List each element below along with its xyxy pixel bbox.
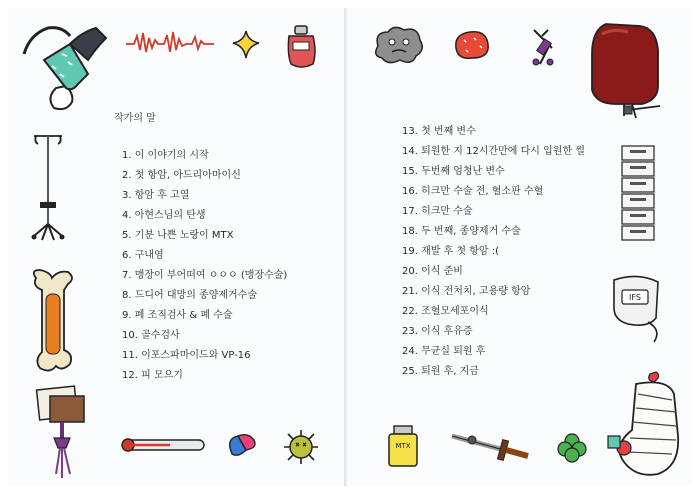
germ-virus-icon — [278, 426, 324, 468]
table-of-contents-right — [402, 122, 585, 382]
toc-item: 9. 폐 조직검사 & 폐 수술 — [122, 310, 233, 321]
toc-item: 24. 무균실 퇴원 후 — [402, 346, 486, 357]
toc-item: 22. 조혈모세포이식 — [402, 306, 489, 317]
toc-item: 14. 퇴원한 지 12시간만에 다시 입원한 썰 — [402, 146, 585, 157]
toc-item: 16. 히크만 수술 전, 혈소판 수혈 — [402, 186, 544, 197]
toc-item: 8. 드디어 대망의 종양제거수술 — [122, 290, 257, 301]
tumor-blob-icon — [452, 28, 492, 62]
clover-leaf-icon — [556, 432, 588, 464]
toc-item: 10. 골수검사 — [122, 330, 180, 341]
toc-item: 12. 피 모으기 — [122, 370, 183, 381]
mtx-bottle-icon — [386, 424, 420, 468]
thermometer-icon — [118, 434, 212, 458]
toc-item: 17. 히크만 수술 — [402, 206, 473, 217]
pill-organizer-icon — [620, 144, 656, 248]
urine-bag-icon — [608, 272, 668, 344]
toc-item: 3. 항암 후 고열 — [122, 190, 190, 201]
catheter-dressing-icon — [32, 382, 92, 482]
urine-bag-label: IFS — [629, 293, 641, 302]
toc-item: 1. 이 이야기의 시작 — [122, 150, 209, 161]
toc-item: 4. 아현스님의 탄생 — [122, 210, 206, 221]
toc-item: 23. 이식 후유증 — [402, 326, 473, 337]
medicine-bag-icon — [283, 24, 323, 70]
toc-item: 6. 구내염 — [122, 250, 164, 261]
toc-item: 11. 이포스파마이드와 VP-16 — [122, 350, 251, 361]
sword-injection-icon — [450, 428, 534, 462]
heartbeat-line-icon — [126, 30, 214, 56]
table-of-contents-left — [122, 146, 287, 386]
iv-pole-icon — [28, 130, 68, 242]
author-note-heading: 작가의 말 — [114, 113, 156, 124]
toc-item: 21. 이식 전처치, 고용량 항암 — [402, 286, 531, 297]
toc-item: 13. 첫 번째 변수 — [402, 126, 476, 137]
pill-capsule-icon — [226, 432, 260, 462]
cancer-cell-monster-icon — [372, 24, 426, 66]
toc-item: 15. 두번째 엄청난 변수 — [402, 166, 505, 177]
toc-item: 18. 두 번째, 종양제거 수술 — [402, 226, 521, 237]
bandaged-leg-icon — [606, 370, 682, 478]
toc-item: 5. 기분 나쁜 노랑이 MTX — [122, 230, 234, 241]
needle-syringe-icon — [528, 26, 558, 68]
toc-item: 2. 첫 항암, 아드리아마이신 — [122, 170, 241, 181]
blood-pressure-cuff-arm-icon — [22, 14, 122, 104]
toc-item: 7. 맹장이 부어떠여 ㅇㅇㅇ (맹장수술) — [122, 270, 288, 281]
bone-marrow-icon — [28, 268, 84, 376]
blood-bag-icon — [588, 20, 672, 122]
toc-item: 19. 재발 후 첫 항암 :( — [402, 246, 500, 257]
sparkle-icon — [232, 30, 262, 60]
toc-item: 20. 이식 준비 — [402, 266, 463, 277]
toc-item: 25. 퇴원 후, 지금 — [402, 366, 479, 377]
mtx-bottle-label: MTX — [395, 442, 411, 450]
